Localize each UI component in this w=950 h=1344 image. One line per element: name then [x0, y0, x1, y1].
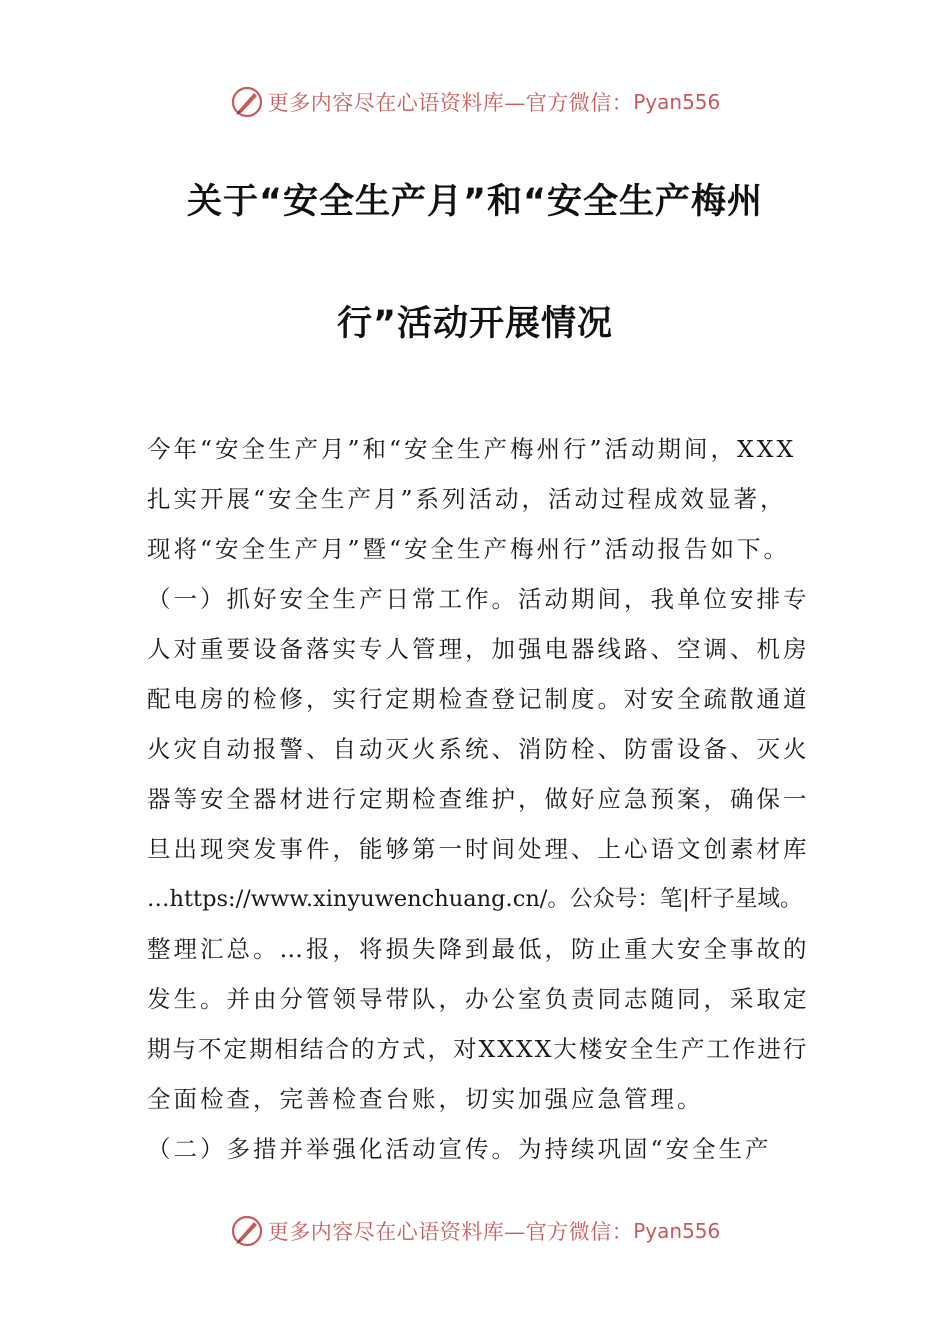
- watermark-text: 更多内容尽在心语资料库—官方微信：: [267, 91, 634, 115]
- footer-watermark-banner: [0, 1211, 950, 1251]
- body-line: （一）抓好安全生产日常工作。活动期间，我单位安排专: [147, 585, 810, 613]
- document-title-line-2: 行”活动开展情况: [336, 304, 613, 344]
- body-line: 扎实开展“安全生产月”系列活动，活动过程成效显著，: [147, 485, 787, 513]
- body-line: 旦出现突发事件，能够第一时间处理、上心语文创素材库: [147, 835, 810, 863]
- body-line: …https://www.xinyuwenchuang.cn/。公众号：笔|杆子星域。: [147, 886, 803, 912]
- quill-logo-icon: [230, 1214, 264, 1248]
- watermark-wechat-id: Pyan556: [633, 1219, 721, 1243]
- body-line: 器等安全器材进行定期检查维护，做好应急预案，确保一: [147, 785, 810, 813]
- body-line: 期与不定期相结合的方式，对XXXX大楼安全生产工作进行: [147, 1035, 809, 1063]
- body-line: 整理汇总。…报，将损失降到最低，防止重大安全事故的: [147, 935, 810, 963]
- body-line: 配电房的检修，实行定期检查登记制度。对安全疏散通道: [147, 685, 810, 713]
- body-line: 全面检查，完善检查台账，切实加强应急管理。: [147, 1085, 704, 1113]
- document-title-line-1: 关于“安全生产月”和“安全生产梅州: [186, 182, 763, 222]
- body-line: 火灾自动报警、自动灭火系统、消防栓、防雷设备、灭火: [147, 735, 810, 763]
- watermark-text: 更多内容尽在心语资料库—官方微信：: [267, 1220, 634, 1244]
- document-body: [147, 424, 811, 1174]
- header-watermark-banner: [0, 82, 950, 122]
- body-line: （二）多措并举强化活动宣传。为持续巩固“安全生产: [147, 1135, 772, 1163]
- body-line: 今年“安全生产月”和“安全生产梅州行”活动期间，XXX: [147, 435, 797, 463]
- body-line: 现将“安全生产月”暨“安全生产梅州行”活动报告如下。: [147, 535, 791, 563]
- body-line: 人对重要设备落实专人管理，加强电器线路、空调、机房: [147, 635, 810, 663]
- watermark-wechat-id: Pyan556: [633, 90, 721, 114]
- body-line: 发生。并由分管领导带队，办公室负责同志随同，采取定: [147, 985, 810, 1013]
- quill-logo-icon: [230, 85, 264, 119]
